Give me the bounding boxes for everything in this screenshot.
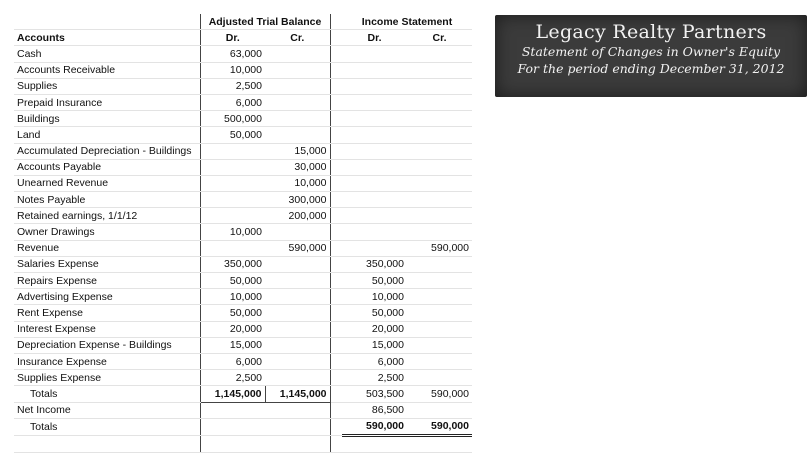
account-name[interactable]: Notes Payable (14, 192, 200, 208)
atb-dr-cell[interactable] (200, 159, 265, 175)
is-cr-cell[interactable] (407, 273, 472, 289)
atb-dr-cell[interactable]: 2,500 (200, 370, 265, 386)
is-cr-cell[interactable] (407, 46, 472, 62)
atb-dr-cell[interactable] (200, 240, 265, 256)
account-name[interactable]: Insurance Expense (14, 353, 200, 369)
gap-cell[interactable] (330, 143, 342, 159)
is-cr-cell[interactable] (407, 159, 472, 175)
atb-dr-cell[interactable]: 10,000 (200, 62, 265, 78)
net-income-row (14, 402, 472, 418)
atb-cr-cell[interactable] (265, 111, 330, 127)
atb-cr-cell[interactable] (265, 321, 330, 337)
gap-cell[interactable] (330, 305, 342, 321)
company-name: Legacy Realty Partners (535, 21, 767, 43)
is-dr-cell[interactable]: 350,000 (342, 256, 407, 272)
final-totals-label[interactable]: Totals (14, 418, 200, 435)
is-dr-cell[interactable] (342, 127, 407, 143)
is-dr-cell[interactable] (342, 111, 407, 127)
is-dr-cell[interactable] (342, 46, 407, 62)
is-cr-cell[interactable] (407, 353, 472, 369)
is-cr-cell[interactable] (407, 62, 472, 78)
atb-cr-cell[interactable] (265, 224, 330, 240)
is-cr-cell[interactable]: 590,000 (407, 240, 472, 256)
table-row (14, 321, 472, 337)
atb-dr-cell[interactable]: 20,000 (200, 321, 265, 337)
account-name[interactable]: Interest Expense (14, 321, 200, 337)
table-row (14, 224, 472, 240)
atb-cr-cell[interactable] (265, 94, 330, 110)
account-name[interactable]: Accounts Receivable (14, 62, 200, 78)
is-dr-cell[interactable] (342, 192, 407, 208)
table-row (14, 370, 472, 386)
table-row (14, 240, 472, 256)
account-name[interactable]: Repairs Expense (14, 273, 200, 289)
is-dr-cell[interactable] (342, 143, 407, 159)
gap-cell[interactable] (330, 94, 342, 110)
account-name[interactable]: Salaries Expense (14, 256, 200, 272)
table-row (14, 305, 472, 321)
atb-dr-header[interactable]: Dr. (200, 30, 265, 46)
is-dr-cell[interactable]: 6,000 (342, 353, 407, 369)
atb-dr-cell[interactable]: 2,500 (200, 78, 265, 94)
is-dr-cell[interactable] (342, 224, 407, 240)
table-row (14, 62, 472, 78)
gap-cell[interactable] (330, 192, 342, 208)
table-row (14, 208, 472, 224)
table-row (14, 143, 472, 159)
table-row (14, 337, 472, 353)
is-dr-cell[interactable]: 50,000 (342, 273, 407, 289)
gap-cell[interactable] (330, 111, 342, 127)
account-name[interactable]: Revenue (14, 240, 200, 256)
atb-dr-cell[interactable]: 50,000 (200, 273, 265, 289)
is-cr-cell[interactable] (407, 337, 472, 353)
atb-dr-cell[interactable]: 15,000 (200, 337, 265, 353)
is-cr-cell[interactable] (407, 224, 472, 240)
net-income-value[interactable]: 86,500 (342, 402, 407, 418)
is-dr-cell[interactable] (342, 159, 407, 175)
gap-cell[interactable] (330, 62, 342, 78)
atb-dr-cell[interactable]: 500,000 (200, 111, 265, 127)
atb-cr-cell[interactable] (265, 289, 330, 305)
atb-cr-header[interactable]: Cr. (265, 30, 330, 46)
account-name[interactable]: Supplies Expense (14, 370, 200, 386)
totals-label[interactable]: Totals (14, 386, 200, 402)
gap-cell[interactable] (330, 353, 342, 369)
atb-cr-cell[interactable] (265, 305, 330, 321)
is-dr-cell[interactable]: 2,500 (342, 370, 407, 386)
account-name[interactable]: Accumulated Depreciation - Buildings (14, 143, 200, 159)
is-dr-cell[interactable] (342, 175, 407, 191)
atb-cr-cell[interactable] (265, 337, 330, 353)
table-row (14, 78, 472, 94)
table-row (14, 353, 472, 369)
atb-dr-cell[interactable]: 50,000 (200, 127, 265, 143)
account-name[interactable]: Prepaid Insurance (14, 94, 200, 110)
is-dr-cell[interactable] (342, 240, 407, 256)
atb-dr-cell[interactable] (200, 143, 265, 159)
atb-dr-cell[interactable] (200, 208, 265, 224)
final-totals-row (14, 418, 472, 435)
atb-dr-cell[interactable]: 6,000 (200, 353, 265, 369)
empty-row (14, 435, 472, 452)
is-dr-cell[interactable] (342, 208, 407, 224)
is-dr-header[interactable]: Dr. (342, 30, 407, 46)
statement-period: For the period ending December 31, 2012 (517, 61, 785, 76)
is-cr-cell[interactable] (407, 289, 472, 305)
is-cr-cell[interactable] (407, 208, 472, 224)
company-banner (495, 15, 807, 97)
is-cr-header[interactable]: Cr. (407, 30, 472, 46)
is-cr-total[interactable]: 590,000 (407, 386, 472, 402)
gap-cell[interactable] (330, 289, 342, 305)
gap-cell[interactable] (330, 46, 342, 62)
account-name[interactable]: Retained earnings, 1/1/12 (14, 208, 200, 224)
account-name[interactable]: Accounts Payable (14, 159, 200, 175)
atb-cr-cell[interactable]: 300,000 (265, 192, 330, 208)
atb-cr-cell[interactable]: 10,000 (265, 175, 330, 191)
is-dr-cell[interactable]: 20,000 (342, 321, 407, 337)
atb-cr-cell[interactable] (265, 78, 330, 94)
is-cr-cell[interactable] (407, 321, 472, 337)
adjusted-trial-balance-header[interactable]: Adjusted Trial Balance (200, 14, 330, 30)
is-cr-cell[interactable] (407, 175, 472, 191)
table-row (14, 46, 472, 62)
atb-cr-total[interactable]: 1,145,000 (265, 386, 330, 402)
atb-cr-cell[interactable] (265, 370, 330, 386)
accounts-header[interactable]: Accounts (14, 30, 200, 46)
is-cr-cell[interactable] (407, 370, 472, 386)
header-row-2 (14, 30, 472, 46)
table-row (14, 273, 472, 289)
atb-dr-total[interactable]: 1,145,000 (200, 386, 265, 402)
account-name[interactable]: Buildings (14, 111, 200, 127)
account-name[interactable]: Unearned Revenue (14, 175, 200, 191)
gap-cell[interactable] (330, 321, 342, 337)
atb-cr-cell[interactable] (265, 273, 330, 289)
is-cr-cell[interactable] (407, 94, 472, 110)
is-cr-cell[interactable] (407, 305, 472, 321)
is-dr-cell[interactable] (342, 94, 407, 110)
is-dr-cell[interactable]: 50,000 (342, 305, 407, 321)
is-cr-cell[interactable] (407, 192, 472, 208)
gap-cell[interactable] (330, 240, 342, 256)
atb-dr-cell[interactable]: 50,000 (200, 305, 265, 321)
is-cr-cell[interactable] (407, 127, 472, 143)
atb-cr-cell[interactable] (265, 46, 330, 62)
totals-row (14, 386, 472, 402)
worksheet-table (14, 14, 472, 453)
atb-dr-cell[interactable] (200, 192, 265, 208)
atb-cr-cell[interactable]: 200,000 (265, 208, 330, 224)
gap-cell[interactable] (330, 78, 342, 94)
atb-dr-cell[interactable] (200, 175, 265, 191)
gap-cell[interactable] (330, 370, 342, 386)
header-row-1 (14, 14, 472, 30)
account-rows (14, 46, 472, 386)
account-name[interactable]: Rent Expense (14, 305, 200, 321)
atb-cr-cell[interactable] (265, 353, 330, 369)
table-row (14, 289, 472, 305)
table-row (14, 127, 472, 143)
gap-cell[interactable] (330, 127, 342, 143)
atb-dr-cell[interactable]: 6,000 (200, 94, 265, 110)
atb-cr-cell[interactable] (265, 256, 330, 272)
is-dr-cell[interactable] (342, 78, 407, 94)
gap-cell[interactable] (330, 208, 342, 224)
account-name[interactable]: Depreciation Expense - Buildings (14, 337, 200, 353)
gap-cell[interactable] (330, 224, 342, 240)
table-row (14, 192, 472, 208)
account-name[interactable]: Cash (14, 46, 200, 62)
is-cr-cell[interactable] (407, 143, 472, 159)
is-cr-cell[interactable] (407, 78, 472, 94)
table-row (14, 111, 472, 127)
account-name[interactable]: Owner Drawings (14, 224, 200, 240)
account-name[interactable]: Supplies (14, 78, 200, 94)
is-cr-cell[interactable] (407, 111, 472, 127)
atb-cr-cell[interactable]: 15,000 (265, 143, 330, 159)
gap-cell[interactable] (330, 256, 342, 272)
table-row (14, 256, 472, 272)
atb-cr-cell[interactable] (265, 62, 330, 78)
gap-cell[interactable] (330, 159, 342, 175)
net-income-label[interactable]: Net Income (14, 402, 200, 418)
is-dr-cell[interactable]: 15,000 (342, 337, 407, 353)
atb-cr-cell[interactable]: 590,000 (265, 240, 330, 256)
account-name[interactable]: Land (14, 127, 200, 143)
atb-dr-cell[interactable]: 63,000 (200, 46, 265, 62)
atb-dr-cell[interactable]: 10,000 (200, 224, 265, 240)
is-dr-cell[interactable]: 10,000 (342, 289, 407, 305)
atb-dr-cell[interactable]: 10,000 (200, 289, 265, 305)
table-row (14, 159, 472, 175)
statement-title: Statement of Changes in Owner's Equity (521, 44, 781, 59)
is-cr-cell[interactable] (407, 256, 472, 272)
is-dr-cell[interactable] (342, 62, 407, 78)
atb-cr-cell[interactable] (265, 127, 330, 143)
table-row (14, 175, 472, 191)
gap-cell[interactable] (330, 337, 342, 353)
atb-dr-cell[interactable]: 350,000 (200, 256, 265, 272)
gap-cell[interactable] (330, 175, 342, 191)
account-name[interactable]: Advertising Expense (14, 289, 200, 305)
table-row (14, 94, 472, 110)
gap-cell[interactable] (330, 273, 342, 289)
is-dr-total[interactable]: 503,500 (342, 386, 407, 402)
atb-cr-cell[interactable]: 30,000 (265, 159, 330, 175)
income-statement-header[interactable]: Income Statement (342, 14, 472, 30)
final-is-cr-total[interactable]: 590,000 (407, 418, 472, 435)
final-is-dr-total[interactable]: 590,000 (342, 418, 407, 435)
